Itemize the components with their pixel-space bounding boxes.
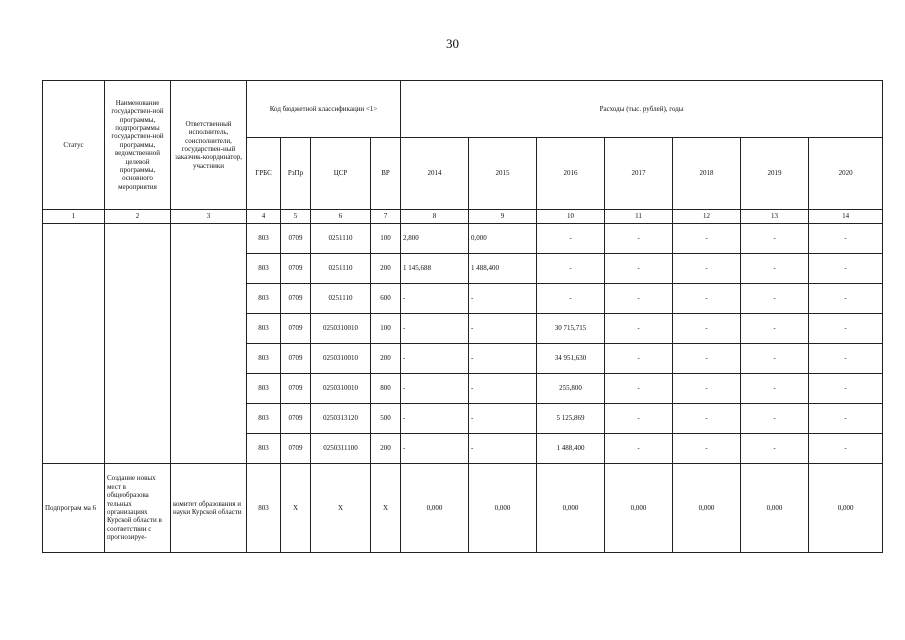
col-num: 2 bbox=[105, 210, 171, 224]
value-2018-cell: - bbox=[673, 404, 741, 434]
value-2017-cell: - bbox=[605, 224, 673, 254]
value-2019-cell: - bbox=[741, 254, 809, 284]
vr-cell: 800 bbox=[371, 374, 401, 404]
value-2017-cell: - bbox=[605, 344, 673, 374]
value-2019-cell: - bbox=[741, 284, 809, 314]
vr-cell: 500 bbox=[371, 404, 401, 434]
csr-cell: 0250310010 bbox=[311, 344, 371, 374]
col-num: 3 bbox=[171, 210, 247, 224]
subprogram-rzpr: X bbox=[281, 464, 311, 553]
value-2016-cell: - bbox=[537, 254, 605, 284]
value-2016-cell: 5 125,869 bbox=[537, 404, 605, 434]
value-2017-cell: - bbox=[605, 254, 673, 284]
col-num: 14 bbox=[809, 210, 883, 224]
col-num: 5 bbox=[281, 210, 311, 224]
value-2015-cell: - bbox=[469, 344, 537, 374]
subprogram-row bbox=[43, 464, 883, 553]
csr-cell: 0250310010 bbox=[311, 314, 371, 344]
rzpr-cell: 0709 bbox=[281, 344, 311, 374]
rzpr-cell: 0709 bbox=[281, 254, 311, 284]
col-num: 7 bbox=[371, 210, 401, 224]
header-rzpr: РзПр bbox=[281, 138, 311, 210]
csr-cell: 0250313120 bbox=[311, 404, 371, 434]
subprogram-vr: X bbox=[371, 464, 401, 553]
subprogram-value-2018: 0,000 bbox=[673, 464, 741, 553]
value-2016-cell: 34 951,630 bbox=[537, 344, 605, 374]
grbs-cell: 803 bbox=[247, 374, 281, 404]
value-2016-cell: 30 715,715 bbox=[537, 314, 605, 344]
vr-cell: 100 bbox=[371, 224, 401, 254]
subprogram-value-2017: 0,000 bbox=[605, 464, 673, 553]
csr-cell: 0251110 bbox=[311, 284, 371, 314]
value-2019-cell: - bbox=[741, 434, 809, 464]
value-2017-cell: - bbox=[605, 314, 673, 344]
subprogram-grbs: 803 bbox=[247, 464, 281, 553]
header-expenses: Расходы (тыс. рублей), годы bbox=[401, 81, 883, 138]
value-2017-cell: - bbox=[605, 434, 673, 464]
page-number: 30 bbox=[446, 36, 459, 51]
grbs-cell: 803 bbox=[247, 314, 281, 344]
value-2018-cell: - bbox=[673, 344, 741, 374]
header-year-2015: 2015 bbox=[469, 138, 537, 210]
value-2020-cell: - bbox=[809, 284, 883, 314]
rzpr-cell: 0709 bbox=[281, 374, 311, 404]
subprogram-value-2014: 0,000 bbox=[401, 464, 469, 553]
value-2015-cell: - bbox=[469, 434, 537, 464]
rzpr-cell: 0709 bbox=[281, 314, 311, 344]
value-2015-cell: - bbox=[469, 314, 537, 344]
vr-cell: 200 bbox=[371, 434, 401, 464]
grbs-cell: 803 bbox=[247, 434, 281, 464]
value-2015-cell: - bbox=[469, 374, 537, 404]
col-num: 6 bbox=[311, 210, 371, 224]
header-status: Статус bbox=[43, 81, 105, 210]
data-rows bbox=[43, 224, 883, 464]
value-2019-cell: - bbox=[741, 314, 809, 344]
vr-cell: 200 bbox=[371, 254, 401, 284]
subprogram-csr: X bbox=[311, 464, 371, 553]
value-2020-cell: - bbox=[809, 224, 883, 254]
header-responsible: Ответственный исполнитель, соисполнители, государствен-ный заказчик-координатор, участники bbox=[171, 81, 247, 210]
value-2020-cell: - bbox=[809, 254, 883, 284]
value-2018-cell: - bbox=[673, 284, 741, 314]
value-2018-cell: - bbox=[673, 224, 741, 254]
value-2018-cell: - bbox=[673, 314, 741, 344]
value-2014-cell: - bbox=[401, 344, 469, 374]
value-2014-cell: 2,800 bbox=[401, 224, 469, 254]
value-2016-cell: 1 488,400 bbox=[537, 434, 605, 464]
vr-cell: 100 bbox=[371, 314, 401, 344]
value-2018-cell: - bbox=[673, 374, 741, 404]
csr-cell: 0250311100 bbox=[311, 434, 371, 464]
value-2020-cell: - bbox=[809, 374, 883, 404]
rzpr-cell: 0709 bbox=[281, 404, 311, 434]
header-year-2014: 2014 bbox=[401, 138, 469, 210]
header-year-2017: 2017 bbox=[605, 138, 673, 210]
subprogram-value-2019: 0,000 bbox=[741, 464, 809, 553]
header-budget-code: Код бюджетной классификации <1> bbox=[247, 81, 401, 138]
value-2015-cell: - bbox=[469, 284, 537, 314]
csr-cell: 0251110 bbox=[311, 254, 371, 284]
subprogram-status: Подпрограм ма 6 bbox=[43, 464, 105, 553]
value-2018-cell: - bbox=[673, 434, 741, 464]
header-year-2016: 2016 bbox=[537, 138, 605, 210]
header-year-2018: 2018 bbox=[673, 138, 741, 210]
subprogram-name: Создание новых мест в общеобразова тельных организациях Курской области в соответствии с прогнозируе- bbox=[105, 464, 171, 553]
header-grbs: ГРБС bbox=[247, 138, 281, 210]
value-2016-cell: - bbox=[537, 224, 605, 254]
header-name: Наименование государствен-ной программы, подпрограммы государствен-ной программы, ведомственной целевой программы, основного мероприятия bbox=[105, 81, 171, 210]
header-year-2020: 2020 bbox=[809, 138, 883, 210]
value-2015-cell: 0,000 bbox=[469, 224, 537, 254]
value-2019-cell: - bbox=[741, 374, 809, 404]
col-num: 4 bbox=[247, 210, 281, 224]
subprogram-value-2020: 0,000 bbox=[809, 464, 883, 553]
value-2019-cell: - bbox=[741, 224, 809, 254]
value-2020-cell: - bbox=[809, 434, 883, 464]
value-2018-cell: - bbox=[673, 254, 741, 284]
subprogram-value-2015: 0,000 bbox=[469, 464, 537, 553]
value-2015-cell: 1 488,400 bbox=[469, 254, 537, 284]
value-2015-cell: - bbox=[469, 404, 537, 434]
col-num: 1 bbox=[43, 210, 105, 224]
value-2014-cell: - bbox=[401, 284, 469, 314]
col-num: 10 bbox=[537, 210, 605, 224]
grbs-cell: 803 bbox=[247, 224, 281, 254]
value-2020-cell: - bbox=[809, 314, 883, 344]
grbs-cell: 803 bbox=[247, 404, 281, 434]
table-row bbox=[43, 224, 883, 254]
responsible-cell bbox=[171, 224, 247, 464]
value-2014-cell: - bbox=[401, 314, 469, 344]
value-2017-cell: - bbox=[605, 284, 673, 314]
grbs-cell: 803 bbox=[247, 344, 281, 374]
value-2014-cell: 1 145,688 bbox=[401, 254, 469, 284]
value-2020-cell: - bbox=[809, 404, 883, 434]
rzpr-cell: 0709 bbox=[281, 284, 311, 314]
header-csr: ЦСР bbox=[311, 138, 371, 210]
csr-cell: 0251110 bbox=[311, 224, 371, 254]
col-num: 12 bbox=[673, 210, 741, 224]
value-2016-cell: - bbox=[537, 284, 605, 314]
grbs-cell: 803 bbox=[247, 284, 281, 314]
budget-table bbox=[42, 80, 883, 553]
col-num: 9 bbox=[469, 210, 537, 224]
status-cell bbox=[43, 224, 105, 464]
rzpr-cell: 0709 bbox=[281, 224, 311, 254]
value-2019-cell: - bbox=[741, 344, 809, 374]
value-2017-cell: - bbox=[605, 404, 673, 434]
value-2019-cell: - bbox=[741, 404, 809, 434]
value-2020-cell: - bbox=[809, 344, 883, 374]
value-2014-cell: - bbox=[401, 374, 469, 404]
col-num: 8 bbox=[401, 210, 469, 224]
header-row-top bbox=[43, 81, 883, 138]
value-2016-cell: 255,800 bbox=[537, 374, 605, 404]
vr-cell: 600 bbox=[371, 284, 401, 314]
value-2017-cell: - bbox=[605, 374, 673, 404]
subprogram-value-2016: 0,000 bbox=[537, 464, 605, 553]
header-vr: ВР bbox=[371, 138, 401, 210]
vr-cell: 200 bbox=[371, 344, 401, 374]
subprogram-responsible: комитет образования и науки Курской области bbox=[171, 464, 247, 553]
column-numbers-row bbox=[43, 210, 883, 224]
rzpr-cell: 0709 bbox=[281, 434, 311, 464]
name-cell bbox=[105, 224, 171, 464]
value-2014-cell: - bbox=[401, 404, 469, 434]
grbs-cell: 803 bbox=[247, 254, 281, 284]
csr-cell: 0250310010 bbox=[311, 374, 371, 404]
col-num: 13 bbox=[741, 210, 809, 224]
value-2014-cell: - bbox=[401, 434, 469, 464]
col-num: 11 bbox=[605, 210, 673, 224]
header-year-2019: 2019 bbox=[741, 138, 809, 210]
